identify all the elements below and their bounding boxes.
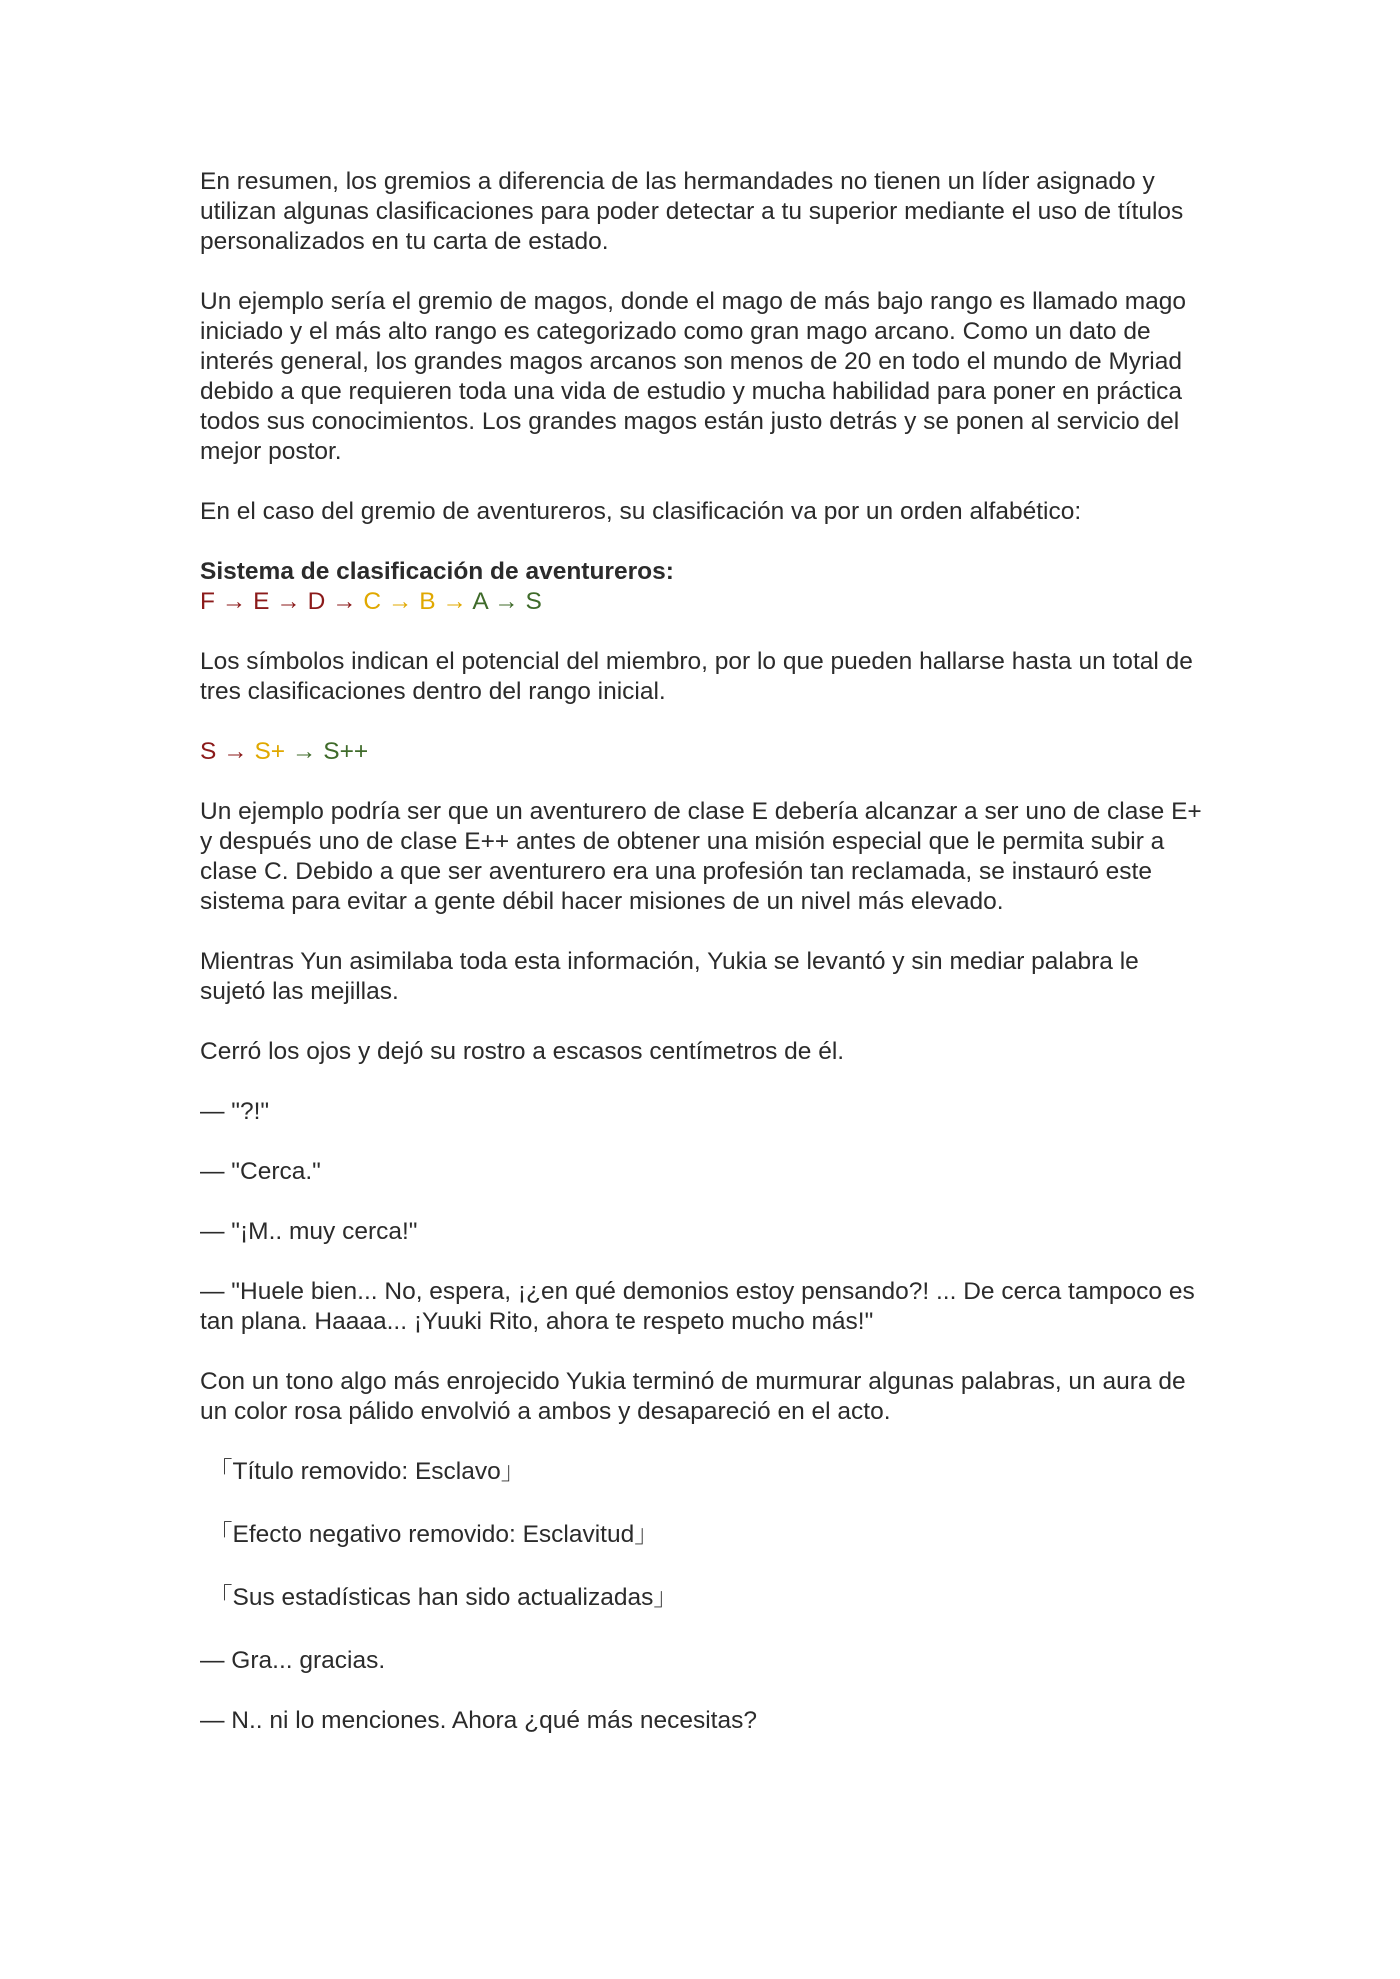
arrow-icon: → bbox=[214, 588, 254, 615]
paragraph-yun: Mientras Yun asimilaba toda esta información, Yukia se levantó y sin mediar palabra le sujetó las mejillas. bbox=[200, 948, 1139, 1005]
dialogue-line: — "¡M.. muy cerca!" bbox=[200, 1218, 418, 1245]
paragraph-mage-guild: Un ejemplo sería el gremio de magos, donde el mago de más bajo rango es llamado mago iniciado y el más alto rango es categorizado como gran mago arcano. Como un dato de interés general, los grandes magos arcanos son menos de 20 en todo el mundo de Myriad debido a que requieren toda una vida de estudio y mucha habilidad para poner en práctica todos sus conocimientos. Los grandes magos están justo detrás y se ponen al servicio del mejor postor. bbox=[200, 288, 1187, 465]
rank-label: S bbox=[525, 588, 542, 615]
arrow-icon: → bbox=[381, 588, 420, 615]
potential-chain bbox=[200, 737, 1210, 767]
potential-label: S+ bbox=[254, 738, 286, 765]
potential-label: S bbox=[200, 738, 217, 765]
dialogue-line: — Gra... gracias. bbox=[200, 1647, 386, 1674]
system-notice: 「Título removido: Esclavo」 bbox=[208, 1458, 526, 1485]
paragraph-adventurer-guild: En el caso del gremio de aventureros, su clasificación va por un orden alfabético: bbox=[200, 498, 1082, 525]
dialogue-line: — "?!" bbox=[200, 1098, 270, 1125]
system-notice: 「Sus estadísticas han sido actualizadas」 bbox=[208, 1584, 678, 1611]
dialogue-line: — "Cerca." bbox=[200, 1158, 321, 1185]
rank-label: D bbox=[307, 588, 326, 615]
potential-label: S++ bbox=[323, 738, 369, 765]
document-page bbox=[200, 167, 1210, 1766]
dialogue-line: — "Huele bien... No, espera, ¡¿en qué demonios estoy pensando?! ... De cerca tampoco es tan plana. Haaaa... ¡Yuuki Rito, ahora te respeto mucho más!" bbox=[200, 1278, 1195, 1335]
ranking-heading: Sistema de clasificación de aventureros: bbox=[200, 558, 674, 585]
paragraph-example: Un ejemplo podría ser que un aventurero de clase E debería alcanzar a ser uno de clase E+ y después uno de clase E++ antes de obtener una misión especial que le permita subir a clase C. Debido a que ser aventurero era una profesión tan reclamada, se instauró este sistema para evitar a gente débil hacer misiones de un nivel más elevado. bbox=[200, 798, 1202, 915]
paragraph-aura: Con un tono algo más enrojecido Yukia terminó de murmurar algunas palabras, un aura de un color rosa pálido envolvió a ambos y desapareció en el acto. bbox=[200, 1368, 1186, 1425]
arrow-icon: → bbox=[487, 588, 526, 615]
paragraph-symbols: Los símbolos indican el potencial del miembro, por lo que pueden hallarse hasta un total de tres clasificaciones dentro del rango inicial. bbox=[200, 648, 1193, 705]
rank-label: E bbox=[253, 588, 270, 615]
arrow-icon: → bbox=[269, 588, 308, 615]
arrow-icon: → bbox=[285, 738, 324, 765]
arrow-icon: → bbox=[435, 588, 473, 615]
rank-label: B bbox=[419, 588, 436, 615]
paragraph-guilds-summary: En resumen, los gremios a diferencia de las hermandades no tienen un líder asignado y utilizan algunas clasificaciones para poder detectar a tu superior mediante el uso de títulos personalizados en tu carta de estado. bbox=[200, 168, 1184, 255]
rank-label: C bbox=[363, 588, 382, 615]
paragraph-closed-eyes: Cerró los ojos y dejó su rostro a escasos centímetros de él. bbox=[200, 1038, 845, 1065]
rank-label: A bbox=[472, 588, 488, 615]
system-notice: 「Efecto negativo removido: Esclavitud」 bbox=[208, 1521, 659, 1548]
rank-chain bbox=[200, 587, 1210, 617]
arrow-icon: → bbox=[325, 588, 364, 615]
arrow-icon: → bbox=[216, 738, 255, 765]
rank-label: F bbox=[200, 588, 215, 615]
dialogue-line: — N.. ni lo menciones. Ahora ¿qué más necesitas? bbox=[200, 1707, 757, 1734]
